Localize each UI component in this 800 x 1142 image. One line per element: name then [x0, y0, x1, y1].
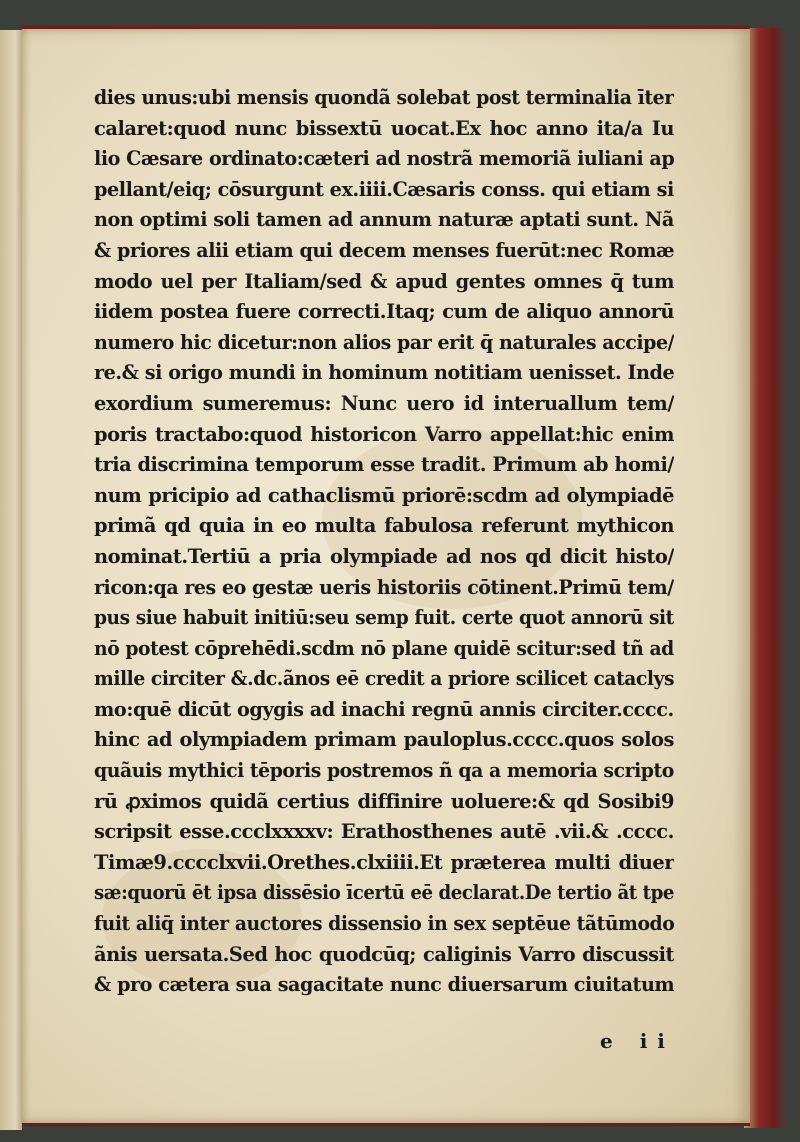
text-line: ãnis uersata.Sed hoc quodcūq; caliginis Varro discussit	[94, 942, 674, 966]
book-page	[22, 26, 750, 1126]
text-line: nō potest cōprehēdi.scdm nō plane quidē scitur:sed tñ ad	[94, 636, 674, 660]
signature-mark: e ii	[600, 1029, 675, 1053]
text-line: non optimi soli tamen ad annum naturæ aptati sunt. Nã	[94, 208, 674, 232]
text-line: quãuis mythici tēporis postremos ñ qa a memoria scripto	[94, 759, 674, 783]
text-line: pellant/eiq; cōsurgunt ex.iiii.Cæsaris conss. qui etiam si	[94, 177, 674, 201]
facing-page-edge	[0, 30, 22, 1130]
text-line: scripsit esse.ccclxxxxv: Erathosthenes autē .vii.& .cccc.	[94, 820, 674, 844]
text-line: hinc ad olympiadem primam pauloplus.cccc.quos solos	[94, 728, 674, 752]
text-line: re.& si origo mundi in hominum notitiam uenisset. Inde	[94, 361, 674, 385]
text-line: iidem postea fuere correcti.Itaq; cum de aliquo annorū	[94, 300, 674, 324]
text-line: modo uel per Italiam/sed & apud gentes omnes q̄ tum	[94, 269, 674, 293]
text-line: num pricipio ad cathaclismū priorē:scdm ad olympiadē	[94, 483, 674, 507]
book-spine-edge	[744, 28, 786, 1128]
text-line: numero hic dicetur:non alios par erit q̄ naturales accipe/	[94, 330, 674, 354]
text-line: & pro cætera sua sagacitate nunc diuersarum ciuitatum	[94, 973, 674, 997]
text-line: nominat.Tertiū a pria olympiade ad nos qd dicit histo/	[94, 544, 674, 568]
text-line: primã qd quia in eo multa fabulosa referunt mythicon	[94, 514, 674, 538]
text-line: lio Cæsare ordinato:cæteri ad nostrã memoriã iuliani ap	[94, 147, 674, 171]
text-line: mo:quē dicūt ogygis ad inachi regnū annis circiter.cccc.	[94, 697, 674, 721]
text-line: poris tractabo:quod historicon Varro appellat:hic enim	[94, 422, 674, 446]
text-line: ricon:qa res eo gestæ ueris historiis cōtinent.Primū tem/	[94, 575, 674, 599]
text-line: mille circiter &.dc.ãnos eē credit a priore scilicet cataclys	[94, 667, 674, 691]
text-line: & priores alii etiam qui decem menses fuerūt:nec Romæ	[94, 238, 674, 262]
text-line: rū ꝓximos quidã certius diffinire uoluere:& qd Sosibi9	[94, 789, 674, 813]
text-line: Timæ9.cccclxvii.Orethes.clxiiii.Et præterea multi diuer	[94, 850, 674, 874]
text-line: fuit aliq̄ inter auctores dissensio in sex septēue tãtūmodo	[94, 912, 674, 936]
text-line: calaret:quod nunc bissextū uocat.Ex hoc anno ita/a Iu	[94, 116, 674, 140]
text-line: exordium sumeremus: Nunc uero id interuallum tem/	[94, 391, 674, 415]
body-text	[94, 83, 674, 1001]
text-line: sæ:quorū ēt ipsa dissēsio īcertū eē declarat.De tertio ãt tpe	[94, 881, 674, 905]
text-line: tria discrimina temporum esse tradit. Primum ab homi/	[94, 453, 674, 477]
text-line: dies unus:ubi mensis quondã solebat post terminalia īter	[94, 86, 674, 109]
text-line: pus siue habuit initiū:seu semp fuit. certe quot annorū sit	[94, 606, 674, 630]
